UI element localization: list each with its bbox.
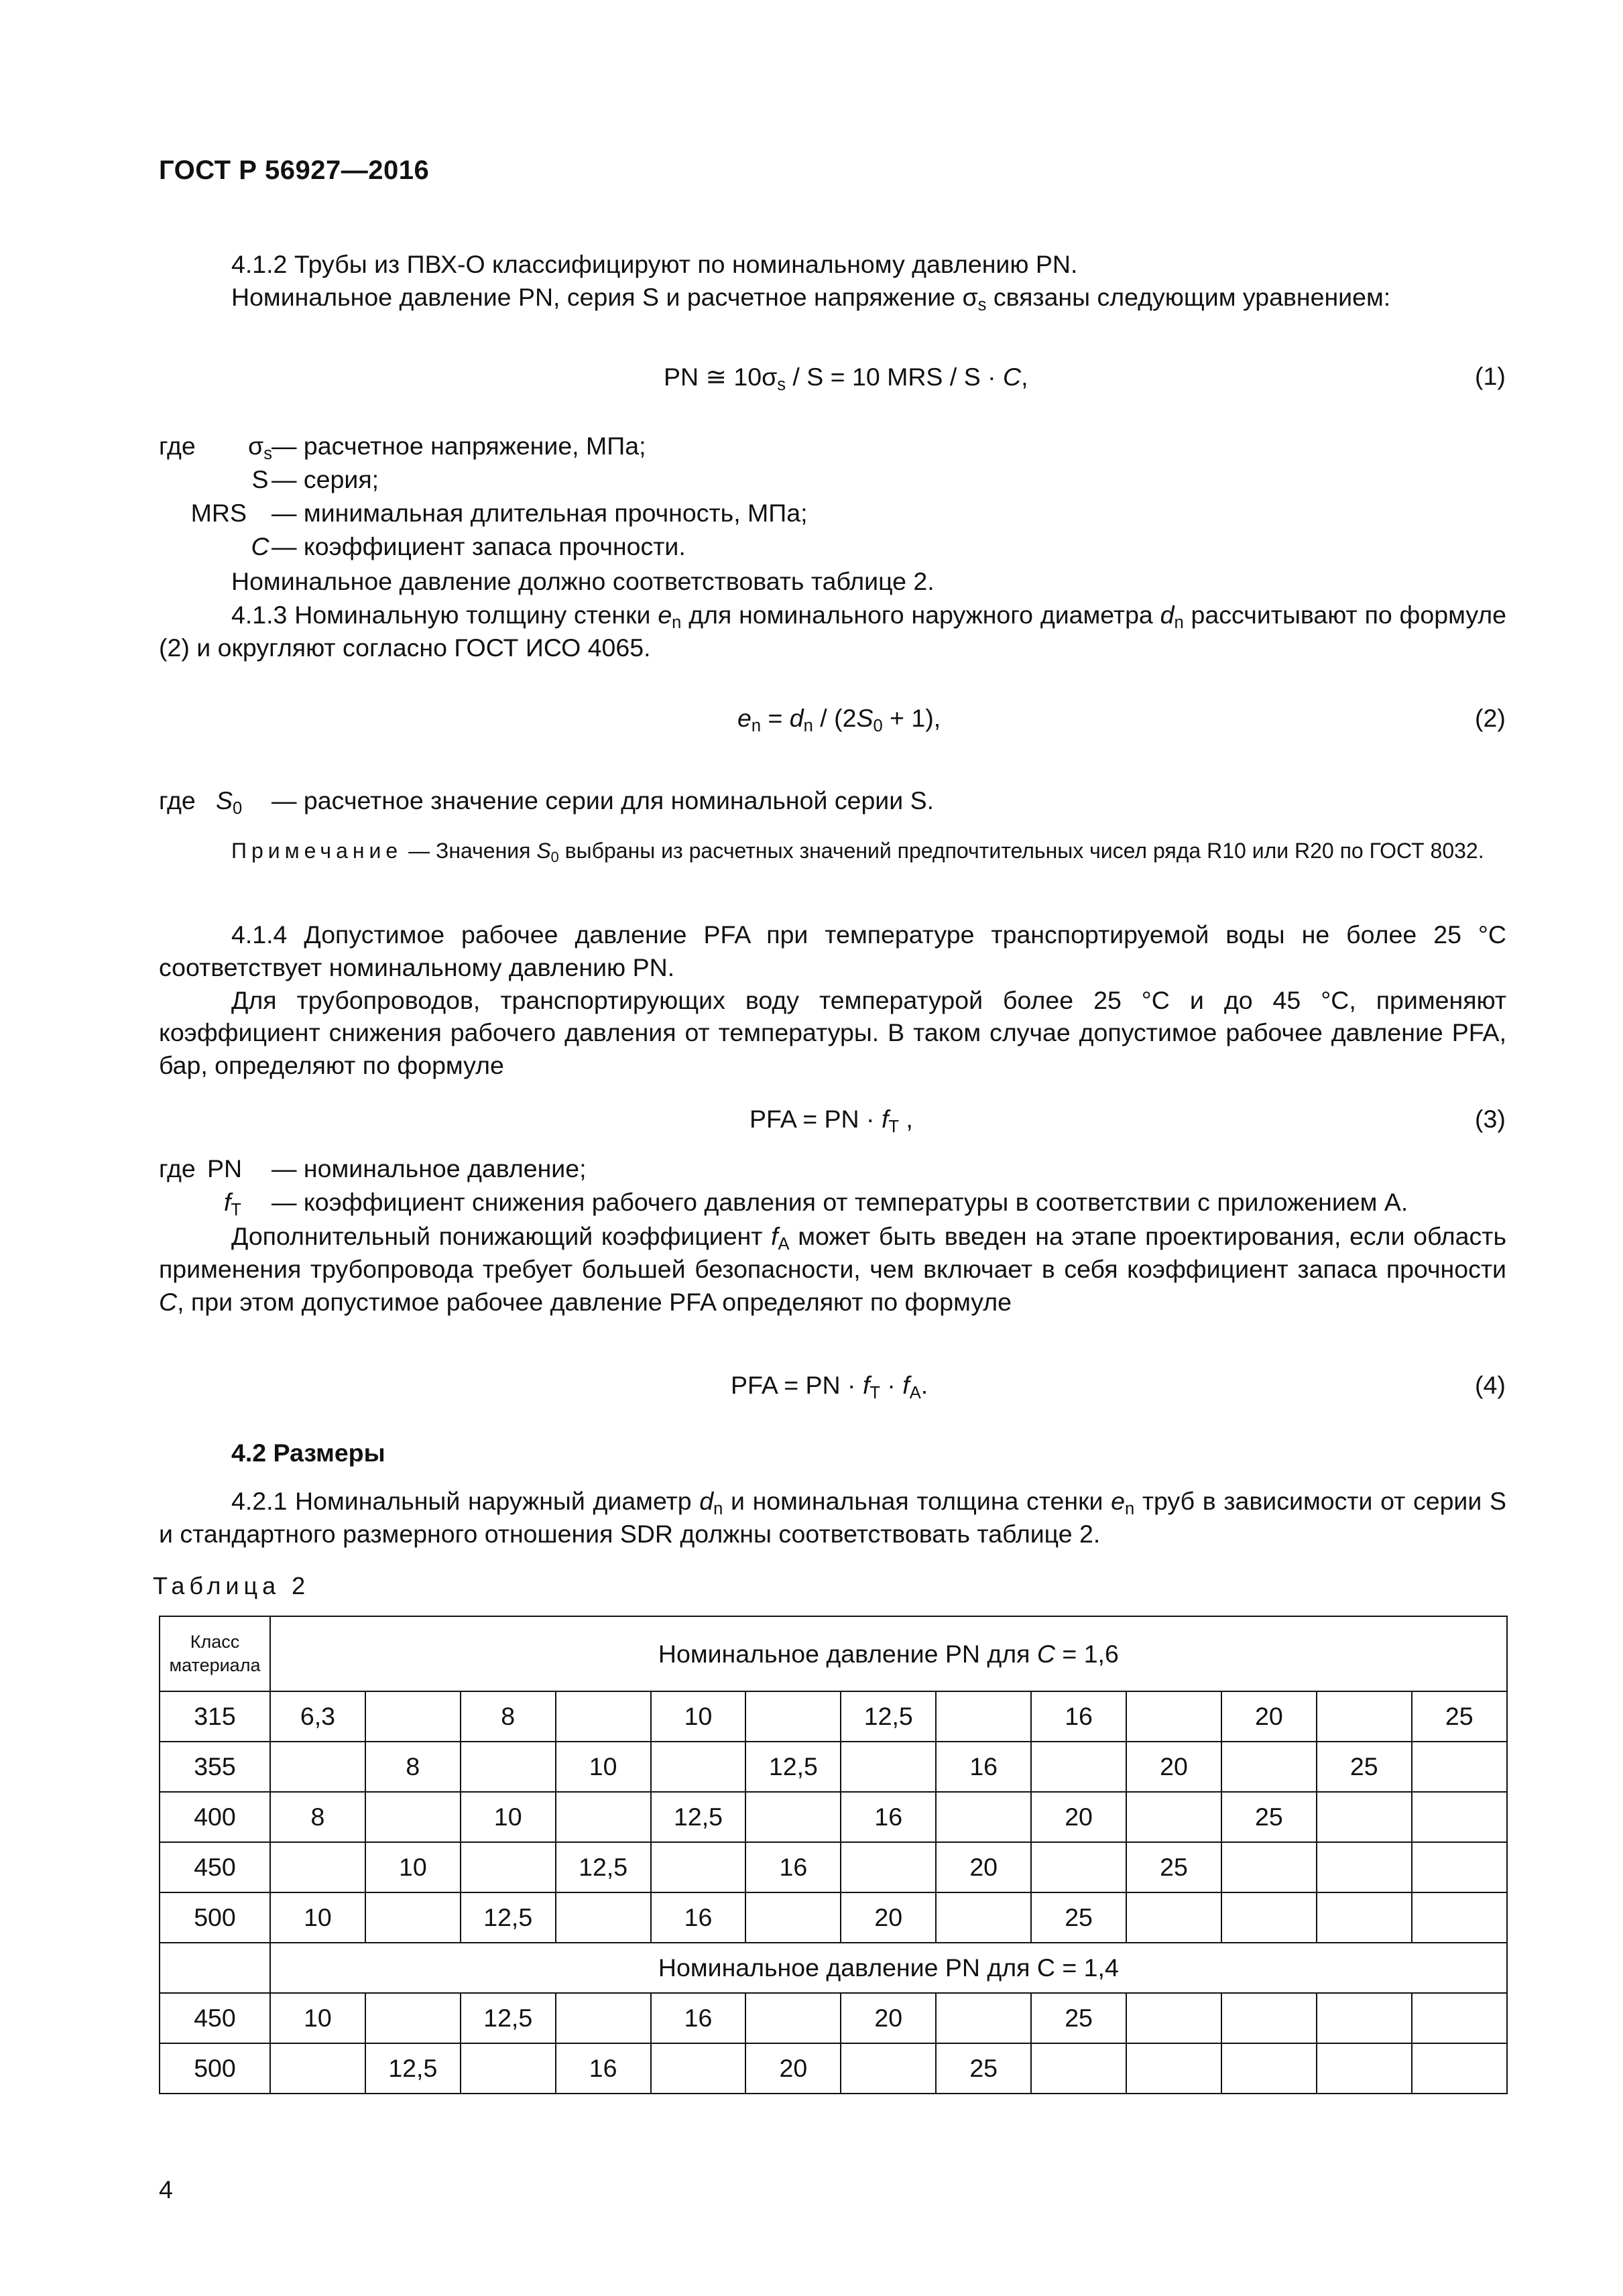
pressure-cell: 16 <box>841 1792 936 1842</box>
legend-symbol: S <box>251 465 269 493</box>
paragraph: 4.1.4 Допустимое рабочее давление PFA при температуре транспортируемой воды не более 25 °C соответствует номинальному давлению PN. <box>159 920 1506 981</box>
legend-symbol: $\sigma_s$ <box>248 432 272 464</box>
pressure-cell <box>556 1792 651 1842</box>
pressure-cell: 25 <box>936 2043 1031 2094</box>
paragraph: Для трубопроводов, транспортирующих воду температурой более 25 °C и до 45 °C, применяют коэффициент снижения рабочего давления от температуры. В таком случае допустимое рабочее давление PFA, бар, определяют по формуле <box>159 985 1506 1079</box>
pressure-cell <box>1412 1892 1507 1943</box>
pressure-cell: 8 <box>365 1742 461 1792</box>
table-row <box>160 1993 1507 2043</box>
pressure-cell <box>936 1892 1031 1943</box>
pressure-cell: 6,3 <box>270 1691 365 1742</box>
pressure-cell <box>1126 2043 1221 2094</box>
where-label: где <box>159 432 196 460</box>
material-class-cell: 355 <box>160 1742 270 1792</box>
pressure-cell <box>270 1842 365 1892</box>
pressure-cell: 16 <box>556 2043 651 2094</box>
pressure-cell <box>1126 1892 1221 1943</box>
pressure-cell: 12,5 <box>745 1742 841 1792</box>
table-cell <box>160 1943 270 1993</box>
pressure-cell <box>1031 1842 1126 1892</box>
pressure-cell: 8 <box>270 1792 365 1842</box>
paragraph: Дополнительный понижающий коэффициент $f_A$ может быть введен на этапе проектирования, если область применения трубопровода требует большей безопасности, чем включает в себя коэффициент запаса прочности C, при этом допустимое рабочее давление PFA определяют по формуле <box>159 1222 1506 1316</box>
pressure-cell <box>841 1842 936 1892</box>
pressure-cell <box>1221 1993 1317 2043</box>
pressure-cell: 20 <box>1031 1792 1126 1842</box>
pressure-cell <box>1126 1792 1221 1842</box>
table-row <box>160 1842 1507 1892</box>
pressure-cell <box>1221 1742 1317 1792</box>
pressure-cell <box>556 1993 651 2043</box>
table-group-header: Номинальное давление PN для C = 1,4 <box>270 1943 1507 1993</box>
pressure-cell: 10 <box>270 1993 365 2043</box>
legend-text: — коэффициент снижения рабочего давления от температуры в соответствии с приложением А. <box>272 1188 1408 1216</box>
pressure-cell <box>1221 2043 1317 2094</box>
equation-number: (3) <box>1475 1105 1506 1133</box>
material-class-cell: 450 <box>160 1993 270 2043</box>
where-label: где <box>159 1154 196 1183</box>
pressure-cell: 10 <box>651 1691 746 1742</box>
legend-symbol: PN <box>207 1154 243 1183</box>
pressure-cell <box>556 1691 651 1742</box>
pressure-cell <box>936 1993 1031 2043</box>
equation-4: PFA = PN · $f_T \cdot f_A$. <box>731 1371 928 1403</box>
pressure-cell <box>745 1993 841 2043</box>
legend-symbol: $f_T$ <box>224 1188 241 1220</box>
material-class-cell: 450 <box>160 1842 270 1892</box>
pressure-cell <box>1126 1691 1221 1742</box>
pressure-cell: 20 <box>841 1993 936 2043</box>
section-4-1-3: 4.1.3 Номинальную толщину стенки $e_n$ для номинального наружного диаметра $d_n$ рассчитывают по формуле (2) и округляют согласно ГОСТ ИСО 4065. <box>159 601 1506 662</box>
table-row <box>160 1892 1507 1943</box>
table-row <box>160 1792 1507 1842</box>
pressure-cell <box>1412 2043 1507 2094</box>
pressure-cell <box>461 1742 556 1792</box>
document-id: ГОСТ Р 56927—2016 <box>159 156 430 185</box>
pressure-cell <box>1317 1892 1412 1943</box>
table-caption: Таблица 2 <box>153 1572 310 1599</box>
pressure-cell: 16 <box>651 1993 746 2043</box>
pressure-cell <box>556 1892 651 1943</box>
note: Примечание — Значения $S_0$ выбраны из расчетных значений предпочтительных чисел ряда R10 или R20 по ГОСТ 8032. <box>231 839 1484 866</box>
legend-text: — коэффициент запаса прочности. <box>272 532 686 560</box>
paragraph: 4.1.2 Трубы из ПВХ-О классифицируют по номинальному давлению PN. <box>231 250 1078 278</box>
pressure-cell <box>1412 1842 1507 1892</box>
pressure-cell <box>745 1792 841 1842</box>
table-row <box>160 1691 1507 1742</box>
pressure-cell: 10 <box>556 1742 651 1792</box>
pressure-cell: 20 <box>1126 1742 1221 1792</box>
table-body-c16 <box>160 1691 1507 1943</box>
material-class-cell: 500 <box>160 1892 270 1943</box>
legend-symbol: MRS <box>190 499 247 527</box>
pressure-cell <box>461 2043 556 2094</box>
pressure-cell <box>270 2043 365 2094</box>
pressure-cell: 10 <box>365 1842 461 1892</box>
pressure-cell <box>1317 1993 1412 2043</box>
equation-number: (4) <box>1475 1371 1506 1399</box>
pressure-cell: 12,5 <box>461 1892 556 1943</box>
pressure-cell: 25 <box>1031 1892 1126 1943</box>
pressure-cell: 16 <box>745 1842 841 1892</box>
pressure-cell <box>936 1691 1031 1742</box>
pressure-cell <box>365 1691 461 1742</box>
table-corner-cell: Класс материала <box>160 1616 270 1691</box>
equation-number: (1) <box>1475 362 1506 390</box>
pressure-cell <box>651 1742 746 1792</box>
pressure-cell: 16 <box>936 1742 1031 1792</box>
pressure-cell: 25 <box>1126 1842 1221 1892</box>
pressure-cell: 25 <box>1031 1993 1126 2043</box>
equation-3: PFA = PN · $f_T$ , <box>749 1105 913 1137</box>
equation-2: $e_n = d_n / (2S_0 + 1)$, <box>737 704 941 736</box>
pressure-cell: 8 <box>461 1691 556 1742</box>
pressure-cell: 25 <box>1317 1742 1412 1792</box>
pressure-cell <box>1031 1742 1126 1792</box>
pressure-cell <box>365 1792 461 1842</box>
pressure-cell: 10 <box>461 1792 556 1842</box>
pressure-cell: 20 <box>936 1842 1031 1892</box>
pressure-cell <box>1412 1742 1507 1792</box>
pressure-cell <box>365 1993 461 2043</box>
material-class-cell: 400 <box>160 1792 270 1842</box>
legend-symbol: C <box>251 532 269 560</box>
section-heading: 4.2 Размеры <box>231 1439 385 1467</box>
pressure-cell <box>1317 2043 1412 2094</box>
paragraph: Номинальное давление должно соответствовать таблице 2. <box>231 567 935 595</box>
pressure-cell <box>1412 1792 1507 1842</box>
pressure-cell: 12,5 <box>461 1993 556 2043</box>
pressure-cell <box>1317 1842 1412 1892</box>
table-body-c14 <box>160 1993 1507 2094</box>
pressure-cell <box>936 1792 1031 1842</box>
legend-text: — расчетное значение серии для номинальной серии S. <box>272 786 935 814</box>
section-4-1-2 <box>159 248 1506 314</box>
table-2 <box>159 1616 1508 2094</box>
pressure-cell <box>461 1842 556 1892</box>
section-4-2-1: 4.2.1 Номинальный наружный диаметр $d_n$ и номинальная толщина стенки $e_n$ труб в зависимости от серии S и стандартного размерного отношения SDR должны соответствовать таблице 2. <box>159 1487 1506 1548</box>
table-row <box>160 1742 1507 1792</box>
material-class-cell: 315 <box>160 1691 270 1742</box>
table-header-row <box>160 1616 1507 1691</box>
pressure-cell <box>365 1892 461 1943</box>
pressure-cell <box>270 1742 365 1792</box>
equation-number: (2) <box>1475 704 1506 732</box>
pressure-cell <box>1317 1792 1412 1842</box>
pressure-cell <box>1412 1993 1507 2043</box>
material-class-cell: 500 <box>160 2043 270 2094</box>
pressure-cell <box>1126 1993 1221 2043</box>
pressure-cell: 12,5 <box>651 1792 746 1842</box>
equation-1: PN ≅ $10\sigma_s / S = 10$ MRS / S · C, <box>664 363 1028 395</box>
pressure-cell <box>651 2043 746 2094</box>
pressure-cell: 12,5 <box>841 1691 936 1742</box>
paragraph: Номинальное давление PN, серия S и расчетное напряжение $\sigma_s$ связаны следующим уравнением: <box>231 282 1391 314</box>
table-header-row <box>160 1943 1507 1993</box>
legend-text: — расчетное напряжение, МПа; <box>272 432 646 460</box>
pressure-cell <box>1221 1842 1317 1892</box>
table-group-header: Номинальное давление PN для C = 1,6 <box>270 1616 1507 1691</box>
legend-symbol: $S_0$ <box>216 786 243 819</box>
section-4-1-4 <box>159 918 1506 1082</box>
pressure-cell <box>841 2043 936 2094</box>
pressure-cell: 12,5 <box>365 2043 461 2094</box>
pressure-cell <box>651 1842 746 1892</box>
pressure-cell: 25 <box>1221 1792 1317 1842</box>
pressure-cell <box>1221 1892 1317 1943</box>
pressure-cell: 20 <box>745 2043 841 2094</box>
page-number: 4 <box>159 2175 173 2203</box>
pressure-cell: 20 <box>841 1892 936 1943</box>
pressure-cell: 16 <box>651 1892 746 1943</box>
legend-text: — номинальное давление; <box>272 1154 587 1183</box>
pressure-cell: 25 <box>1412 1691 1507 1742</box>
pressure-cell: 10 <box>270 1892 365 1943</box>
pressure-cell: 16 <box>1031 1691 1126 1742</box>
pressure-cell <box>1031 2043 1126 2094</box>
pressure-cell: 12,5 <box>556 1842 651 1892</box>
table-row <box>160 2043 1507 2094</box>
pressure-cell <box>1317 1691 1412 1742</box>
pressure-cell <box>841 1742 936 1792</box>
pressure-cell <box>745 1691 841 1742</box>
pressure-cell <box>745 1892 841 1943</box>
where-label: где <box>159 786 196 814</box>
legend-text: — серия; <box>272 465 379 493</box>
pressure-cell: 20 <box>1221 1691 1317 1742</box>
legend-text: — минимальная длительная прочность, МПа; <box>272 499 808 527</box>
